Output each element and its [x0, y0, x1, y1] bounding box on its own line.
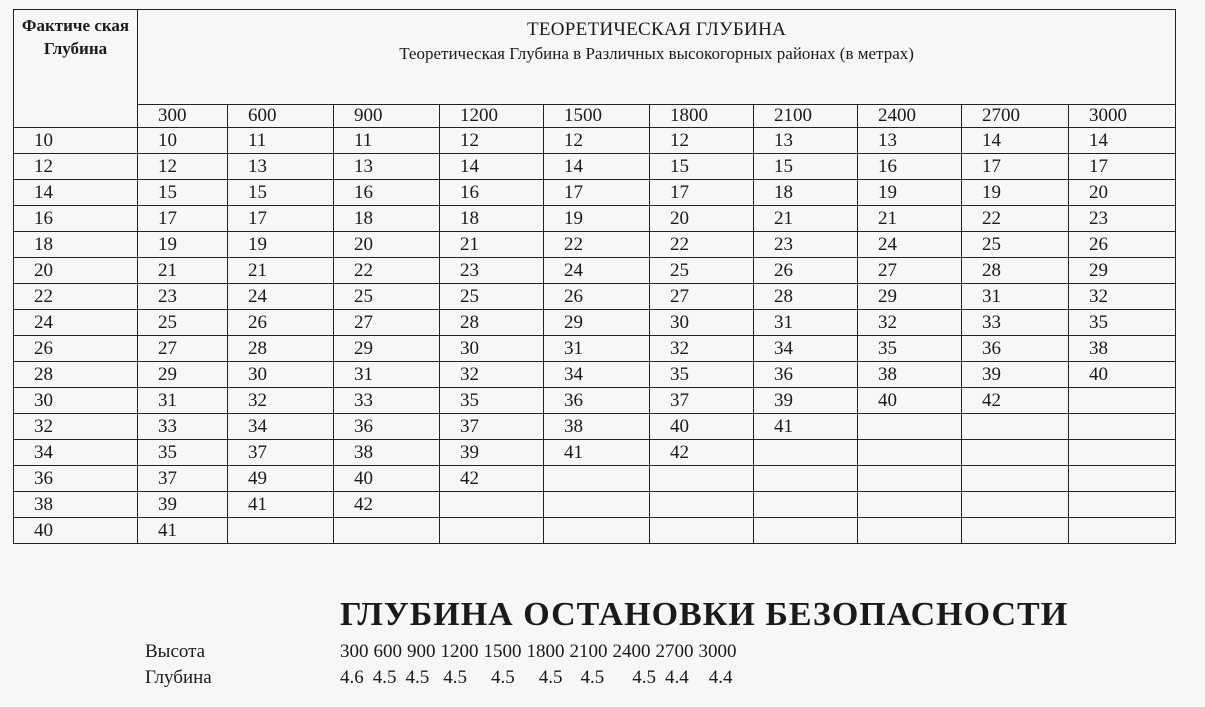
theoretical-depth-cell: 27: [334, 310, 440, 336]
theoretical-depth-cell: 25: [440, 284, 544, 310]
theoretical-depth-cell: 31: [754, 310, 858, 336]
theoretical-depth-cell: 24: [858, 232, 962, 258]
theoretical-depth-cell: 25: [334, 284, 440, 310]
theoretical-depth-cell: 22: [962, 206, 1069, 232]
safety-altitude-value: 2700: [655, 641, 694, 662]
actual-depth-cell: 26: [14, 336, 138, 362]
theoretical-depth-cell: 28: [440, 310, 544, 336]
safety-stop-title: ГЛУБИНА ОСТАНОВКИ БЕЗОПАСНОСТИ: [340, 596, 1069, 633]
table-row: [14, 440, 1176, 466]
theoretical-depth-cell: 20: [650, 206, 754, 232]
theoretical-depth-cell: 34: [228, 414, 334, 440]
actual-depth-cell: 38: [14, 492, 138, 518]
theoretical-depth-cell: 41: [138, 518, 228, 544]
theoretical-depth-cell: 21: [440, 232, 544, 258]
theoretical-depth-cell: 13: [754, 128, 858, 154]
theoretical-depth-cell: 39: [440, 440, 544, 466]
safety-altitude-value: 1500: [483, 641, 522, 662]
safety-depth-value: 4.5: [580, 667, 605, 688]
theoretical-depth-cell: 33: [962, 310, 1069, 336]
theoretical-depth-cell: 30: [650, 310, 754, 336]
theoretical-depth-cell: 38: [544, 414, 650, 440]
theoretical-depth-cell: 38: [334, 440, 440, 466]
altitude-header-row: [14, 105, 1176, 128]
theoretical-depth-cell: 36: [544, 388, 650, 414]
safety-altitude-value: 2400: [612, 641, 651, 662]
theoretical-depth-cell: [962, 414, 1069, 440]
theoretical-depth-cell: 16: [440, 180, 544, 206]
safety-depth-value: 4.5: [372, 667, 397, 688]
table-row: [14, 206, 1176, 232]
theoretical-depth-cell: 21: [228, 258, 334, 284]
theoretical-depth-cell: 31: [334, 362, 440, 388]
actual-depth-cell: 22: [14, 284, 138, 310]
actual-depth-cell: 32: [14, 414, 138, 440]
theoretical-depth-cell: 37: [228, 440, 334, 466]
theoretical-depth-cell: 30: [440, 336, 544, 362]
theoretical-depth-cell: 37: [650, 388, 754, 414]
theoretical-depth-cell: 28: [228, 336, 334, 362]
theoretical-depth-cell: 35: [440, 388, 544, 414]
theoretical-depth-cell: 16: [334, 180, 440, 206]
theoretical-depth-cell: 21: [858, 206, 962, 232]
actual-depth-cell: 10: [14, 128, 138, 154]
actual-depth-cell: 24: [14, 310, 138, 336]
theoretical-depth-cell: 41: [544, 440, 650, 466]
theoretical-depth-cell: 37: [440, 414, 544, 440]
theoretical-depth-cell: 14: [440, 154, 544, 180]
safety-altitude-value: 3000: [698, 641, 737, 662]
altitude-header-cell: 600: [228, 105, 334, 128]
depth-row-label: Глубина: [145, 667, 212, 688]
actual-depth-cell: 28: [14, 362, 138, 388]
theoretical-depth-cell: [228, 518, 334, 544]
theoretical-depth-cell: [962, 440, 1069, 466]
safety-altitude-value: 900: [407, 641, 436, 662]
theoretical-depth-cell: 24: [228, 284, 334, 310]
safety-depth-value: 4.5: [538, 667, 563, 688]
theoretical-depth-cell: [962, 518, 1069, 544]
theoretical-depth-cell: [962, 466, 1069, 492]
theoretical-depth-cell: 18: [334, 206, 440, 232]
theoretical-depth-cell: 12: [650, 128, 754, 154]
altitude-header-cell: 1800: [650, 105, 754, 128]
safety-depth-value: 4.5: [632, 667, 656, 688]
theoretical-depth-cell: 14: [544, 154, 650, 180]
theoretical-depth-cell: [334, 518, 440, 544]
theoretical-depth-cell: [754, 518, 858, 544]
actual-depth-cell: 40: [14, 518, 138, 544]
theoretical-depth-cell: 28: [754, 284, 858, 310]
theoretical-depth-cell: 13: [228, 154, 334, 180]
theoretical-depth-cell: 40: [334, 466, 440, 492]
theoretical-depth-cell: [754, 440, 858, 466]
theoretical-depth-cell: 15: [138, 180, 228, 206]
theoretical-depth-cell: [858, 492, 962, 518]
theoretical-depth-cell: 26: [1069, 232, 1176, 258]
altitude-header-cell: 2700: [962, 105, 1069, 128]
theoretical-depth-cell: 39: [962, 362, 1069, 388]
theoretical-depth-cell: [544, 466, 650, 492]
theoretical-depth-cell: [440, 492, 544, 518]
theoretical-depth-cell: 19: [138, 232, 228, 258]
altitude-values: [340, 641, 742, 663]
actual-depth-cell: 14: [14, 180, 138, 206]
theoretical-depth-cell: 12: [138, 154, 228, 180]
theoretical-depth-cell: [858, 466, 962, 492]
theoretical-depth-cell: [650, 492, 754, 518]
theoretical-depth-cell: 36: [962, 336, 1069, 362]
actual-depth-cell: 30: [14, 388, 138, 414]
theoretical-depth-cell: 26: [754, 258, 858, 284]
theoretical-depth-cell: 42: [650, 440, 754, 466]
table-row: [14, 336, 1176, 362]
safety-altitude-value: 2100: [569, 641, 608, 662]
theoretical-depth-cell: 40: [650, 414, 754, 440]
theoretical-depth-cell: 33: [334, 388, 440, 414]
theoretical-depth-cell: 41: [754, 414, 858, 440]
theoretical-depth-cell: 31: [962, 284, 1069, 310]
theoretical-depth-table: [13, 9, 1176, 544]
theoretical-depth-cell: 23: [1069, 206, 1176, 232]
theoretical-depth-cell: 12: [440, 128, 544, 154]
safety-altitude-value: 1800: [526, 641, 565, 662]
theoretical-depth-cell: [1069, 518, 1176, 544]
theoretical-depth-cell: 30: [228, 362, 334, 388]
theoretical-depth-cell: [1069, 414, 1176, 440]
theoretical-depth-cell: 23: [754, 232, 858, 258]
theoretical-depth-cell: 33: [138, 414, 228, 440]
theoretical-depth-cell: 23: [440, 258, 544, 284]
safety-depth-value: 4.5: [491, 667, 515, 688]
theoretical-depth-cell: 42: [962, 388, 1069, 414]
theoretical-depth-cell: 18: [440, 206, 544, 232]
table-subtitle: Теоретическая Глубина в Различных высокогорных районах (в метрах): [399, 44, 914, 63]
theoretical-depth-cell: 14: [962, 128, 1069, 154]
theoretical-depth-cell: 38: [1069, 336, 1176, 362]
theoretical-depth-cell: [858, 518, 962, 544]
safety-depth-value: 4.5: [443, 667, 467, 688]
theoretical-depth-cell: 22: [334, 258, 440, 284]
theoretical-depth-cell: 19: [228, 232, 334, 258]
altitude-header-cell: 300: [138, 105, 228, 128]
actual-depth-cell: 16: [14, 206, 138, 232]
altitude-header-cell: 1200: [440, 105, 544, 128]
table-row: [14, 310, 1176, 336]
safety-depth-value: 4.5: [405, 667, 430, 688]
actual-depth-cell: 34: [14, 440, 138, 466]
theoretical-depth-cell: 11: [228, 128, 334, 154]
theoretical-depth-cell: [1069, 388, 1176, 414]
theoretical-depth-cell: 27: [650, 284, 754, 310]
theoretical-depth-cell: 28: [962, 258, 1069, 284]
altitude-row-label: Высота: [145, 641, 206, 662]
table-row: [14, 466, 1176, 492]
theoretical-depth-cell: 27: [858, 258, 962, 284]
table-row: [14, 180, 1176, 206]
safety-depth-values: [340, 667, 733, 689]
theoretical-depth-cell: 17: [138, 206, 228, 232]
table-row: [14, 232, 1176, 258]
safety-depth-value: 4.4: [708, 667, 733, 688]
theoretical-depth-cell: [858, 414, 962, 440]
theoretical-depth-cell: [858, 440, 962, 466]
theoretical-depth-cell: 32: [228, 388, 334, 414]
altitude-header-cell: 3000: [1069, 105, 1176, 128]
theoretical-depth-cell: [650, 466, 754, 492]
theoretical-depth-cell: 26: [228, 310, 334, 336]
theoretical-depth-cell: 32: [650, 336, 754, 362]
theoretical-depth-cell: 25: [138, 310, 228, 336]
theoretical-depth-cell: 42: [440, 466, 544, 492]
theoretical-depth-cell: 22: [650, 232, 754, 258]
theoretical-depth-cell: 36: [754, 362, 858, 388]
theoretical-depth-cell: 34: [544, 362, 650, 388]
theoretical-depth-cell: [544, 492, 650, 518]
theoretical-depth-cell: [1069, 440, 1176, 466]
theoretical-depth-cell: 41: [228, 492, 334, 518]
theoretical-depth-cell: [440, 518, 544, 544]
table-row: [14, 414, 1176, 440]
safety-altitude-value: 600: [373, 641, 402, 662]
theoretical-depth-cell: 17: [650, 180, 754, 206]
altitude-header-cell: 900: [334, 105, 440, 128]
theoretical-depth-cell: 34: [754, 336, 858, 362]
theoretical-depth-cell: 32: [1069, 284, 1176, 310]
theoretical-depth-cell: 21: [754, 206, 858, 232]
depth-table-body: [14, 128, 1176, 544]
theoretical-depth-cell: 12: [544, 128, 650, 154]
actual-depth-cell: 18: [14, 232, 138, 258]
actual-depth-cell: 36: [14, 466, 138, 492]
theoretical-depth-cell: 35: [650, 362, 754, 388]
actual-depth-header: Фактиче ская Глубина: [14, 10, 138, 128]
altitude-header-cell: 2400: [858, 105, 962, 128]
actual-depth-cell: 20: [14, 258, 138, 284]
theoretical-depth-cell: 39: [754, 388, 858, 414]
theoretical-depth-cell: 25: [962, 232, 1069, 258]
theoretical-depth-cell: 17: [228, 206, 334, 232]
table-row: [14, 258, 1176, 284]
theoretical-depth-cell: 29: [138, 362, 228, 388]
theoretical-depth-cell: 17: [1069, 154, 1176, 180]
theoretical-depth-cell: 13: [334, 154, 440, 180]
theoretical-depth-cell: 29: [858, 284, 962, 310]
theoretical-depth-cell: 15: [754, 154, 858, 180]
table-row: [14, 492, 1176, 518]
theoretical-depth-cell: 15: [650, 154, 754, 180]
theoretical-depth-cell: 19: [962, 180, 1069, 206]
theoretical-depth-cell: 25: [650, 258, 754, 284]
theoretical-depth-cell: 32: [440, 362, 544, 388]
theoretical-depth-cell: 31: [138, 388, 228, 414]
altitude-header-cell: 1500: [544, 105, 650, 128]
theoretical-depth-cell: 14: [1069, 128, 1176, 154]
theoretical-depth-cell: 27: [138, 336, 228, 362]
theoretical-depth-cell: 32: [858, 310, 962, 336]
theoretical-depth-cell: [962, 492, 1069, 518]
theoretical-depth-cell: 40: [858, 388, 962, 414]
theoretical-depth-cell: 17: [962, 154, 1069, 180]
theoretical-depth-cell: 29: [334, 336, 440, 362]
theoretical-depth-cell: 21: [138, 258, 228, 284]
theoretical-depth-cell: 20: [334, 232, 440, 258]
table-row: [14, 284, 1176, 310]
safety-altitude-value: 1200: [440, 641, 479, 662]
theoretical-depth-cell: 40: [1069, 362, 1176, 388]
theoretical-depth-cell: [754, 466, 858, 492]
theoretical-depth-cell: [1069, 466, 1176, 492]
theoretical-depth-cell: 39: [138, 492, 228, 518]
theoretical-depth-cell: 17: [544, 180, 650, 206]
theoretical-depth-cell: 22: [544, 232, 650, 258]
theoretical-depth-cell: 29: [544, 310, 650, 336]
theoretical-depth-cell: [544, 518, 650, 544]
altitude-header-cell: 2100: [754, 105, 858, 128]
table-row: [14, 154, 1176, 180]
theoretical-depth-cell: 24: [544, 258, 650, 284]
theoretical-depth-cell: 36: [334, 414, 440, 440]
theoretical-depth-cell: 20: [1069, 180, 1176, 206]
theoretical-depth-cell: 15: [228, 180, 334, 206]
theoretical-depth-cell: 26: [544, 284, 650, 310]
theoretical-depth-cell: 19: [544, 206, 650, 232]
table-row: [14, 128, 1176, 154]
theoretical-depth-cell: [650, 518, 754, 544]
theoretical-depth-cell: [1069, 492, 1176, 518]
safety-altitude-value: 300: [340, 641, 369, 662]
theoretical-depth-cell: 35: [138, 440, 228, 466]
table-title: ТЕОРЕТИЧЕСКАЯ ГЛУБИНА: [526, 19, 787, 40]
theoretical-depth-cell: 35: [858, 336, 962, 362]
theoretical-depth-cell: 19: [858, 180, 962, 206]
theoretical-depth-cell: 13: [858, 128, 962, 154]
theoretical-depth-cell: 49: [228, 466, 334, 492]
table-row: [14, 362, 1176, 388]
theoretical-depth-cell: 10: [138, 128, 228, 154]
theoretical-depth-cell: 16: [858, 154, 962, 180]
theoretical-depth-cell: 11: [334, 128, 440, 154]
theoretical-depth-cell: 29: [1069, 258, 1176, 284]
theoretical-depth-cell: [754, 492, 858, 518]
theoretical-depth-header: [138, 10, 1176, 105]
safety-depth-value: 4.6: [340, 667, 364, 688]
actual-depth-cell: 12: [14, 154, 138, 180]
theoretical-depth-cell: 23: [138, 284, 228, 310]
safety-depth-value: 4.4: [665, 667, 689, 688]
theoretical-depth-cell: 31: [544, 336, 650, 362]
theoretical-depth-cell: 37: [138, 466, 228, 492]
theoretical-depth-cell: 35: [1069, 310, 1176, 336]
table-row: [14, 518, 1176, 544]
table-row: [14, 388, 1176, 414]
theoretical-depth-cell: 42: [334, 492, 440, 518]
theoretical-depth-cell: 18: [754, 180, 858, 206]
theoretical-depth-cell: 38: [858, 362, 962, 388]
